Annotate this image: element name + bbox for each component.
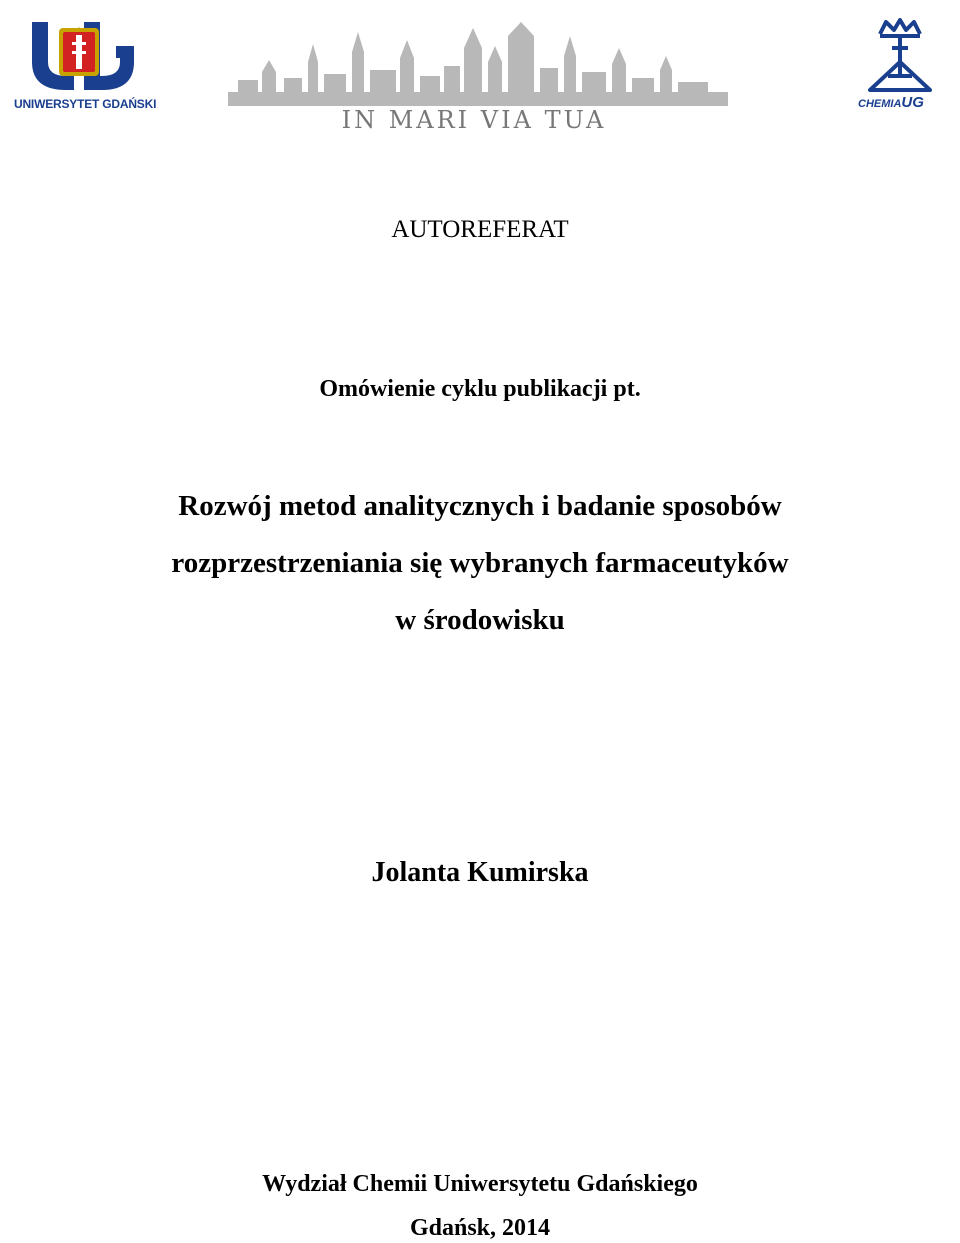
document-type: AUTOREFERAT <box>391 216 569 243</box>
document-subtitle: Omówienie cyklu publikacji pt. <box>319 376 641 402</box>
chemistry-logo-caption <box>858 94 948 111</box>
title-line: Rozwój metod analitycznych i badanie sposobów <box>178 490 782 522</box>
chemia-ug-logo-icon <box>852 18 948 94</box>
motto-text: IN MARI VIA TUA <box>341 106 607 134</box>
title-line: rozprzestrzeniania się wybranych farmaceutyków <box>171 547 789 579</box>
chemistry-logo-caption-word: CHEMIA <box>858 98 902 110</box>
place-and-date: Gdańsk, 2014 <box>409 1215 551 1241</box>
faculty-name: Wydział Chemii Uniwersytetu Gdańskiego <box>262 1171 698 1197</box>
city-skyline-banner <box>228 22 728 134</box>
gdansk-skyline-icon <box>228 22 728 112</box>
chemistry-faculty-logo <box>852 18 948 114</box>
author-name: Jolanta Kumirska <box>371 857 589 888</box>
title-line: w środowisku <box>395 604 565 636</box>
document-title <box>0 478 960 649</box>
university-of-gdansk-logo-icon <box>14 18 154 98</box>
chemistry-logo-caption-ug: UG <box>901 94 924 111</box>
university-logo <box>14 18 157 114</box>
university-logo-caption: UNIWERSYTET GDAŃSKI <box>14 97 157 111</box>
